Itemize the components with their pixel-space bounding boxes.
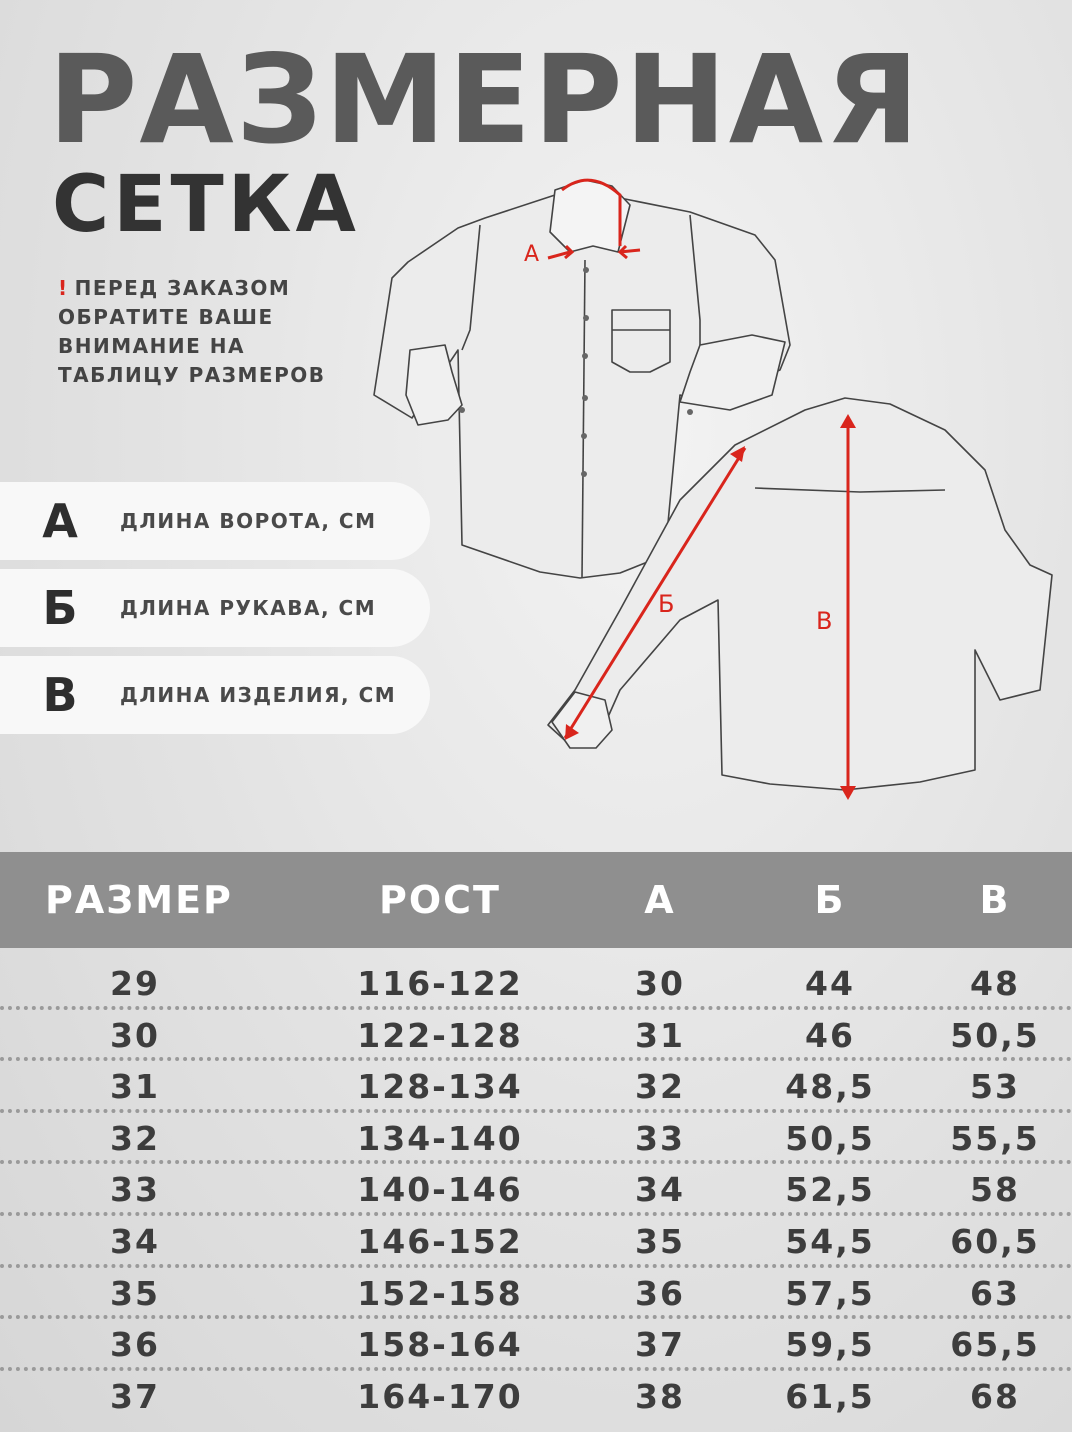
size-table-body (0, 958, 1072, 1422)
cell-height: 158-164 (357, 1325, 523, 1365)
cell-b: 54,5 (785, 1221, 875, 1261)
cell-v: 60,5 (950, 1221, 1040, 1261)
cell-height: 128-134 (357, 1067, 523, 1107)
cell-b: 50,5 (785, 1118, 875, 1158)
page-title: РАЗМЕРНАЯ (48, 29, 922, 171)
cell-size: 33 (110, 1170, 160, 1210)
table-row (0, 958, 1072, 1010)
legend-letter: А (42, 494, 78, 548)
diagram-label-a: А (524, 242, 540, 267)
header-a: А (644, 878, 676, 922)
table-row (0, 1268, 1072, 1320)
cell-v: 50,5 (950, 1015, 1040, 1055)
cell-size: 30 (110, 1015, 160, 1055)
cell-height: 152-158 (357, 1273, 523, 1313)
cell-a: 36 (635, 1273, 685, 1313)
cell-a: 31 (635, 1015, 685, 1055)
cell-a: 32 (635, 1067, 685, 1107)
table-row (0, 1371, 1072, 1423)
legend-desc: ДЛИНА РУКАВА, СМ (120, 596, 377, 620)
cell-height: 164-170 (357, 1376, 523, 1416)
length-arrow-bottom (840, 786, 856, 800)
table-row (0, 1319, 1072, 1371)
legend-letter: Б (42, 581, 78, 635)
cell-a: 35 (635, 1221, 685, 1261)
order-note-text: ПЕРЕД ЗАКАЗОМ ОБРАТИТЕ ВАШЕ ВНИМАНИЕ НА ТАБЛИЦУ РАЗМЕРОВ (58, 276, 326, 387)
cell-height: 146-152 (357, 1221, 523, 1261)
header-b: Б (814, 878, 846, 922)
legend-desc: ДЛИНА ИЗДЕЛИЯ, СМ (120, 683, 397, 707)
cell-size: 31 (110, 1067, 160, 1107)
table-row (0, 1061, 1072, 1113)
cell-b: 59,5 (785, 1325, 875, 1365)
front-collar (550, 180, 630, 252)
diagram-label-v: В (816, 607, 833, 635)
table-row (0, 1113, 1072, 1165)
cell-size: 29 (110, 964, 160, 1003)
cell-size: 35 (110, 1273, 160, 1313)
cell-b: 61,5 (785, 1376, 875, 1416)
cell-b: 57,5 (785, 1273, 875, 1313)
cell-a: 37 (635, 1325, 685, 1365)
legend-desc: ДЛИНА ВОРОТА, СМ (120, 509, 377, 533)
cell-v: 48 (970, 964, 1020, 1003)
cell-height: 116-122 (357, 964, 523, 1003)
diagram-label-b: Б (658, 590, 675, 618)
cell-v: 53 (970, 1067, 1020, 1107)
cell-b: 52,5 (785, 1170, 875, 1210)
cell-a: 33 (635, 1118, 685, 1158)
header-size: РАЗМЕР (45, 878, 233, 922)
legend-letter: В (42, 668, 78, 722)
header-height: РОСТ (379, 878, 501, 922)
cell-v: 58 (970, 1170, 1020, 1210)
cell-v: 68 (970, 1376, 1020, 1416)
cell-height: 122-128 (357, 1015, 523, 1055)
cell-b: 46 (805, 1015, 855, 1055)
cell-size: 37 (110, 1376, 160, 1416)
cell-v: 63 (970, 1273, 1020, 1313)
order-note (58, 274, 348, 390)
cell-a: 38 (635, 1376, 685, 1416)
table-row (0, 1010, 1072, 1062)
cell-height: 134-140 (357, 1118, 523, 1158)
table-row (0, 1216, 1072, 1268)
warning-mark: ! (58, 276, 69, 300)
cell-a: 34 (635, 1170, 685, 1210)
cell-b: 48,5 (785, 1067, 875, 1107)
page-subtitle: СЕТКА (52, 160, 360, 250)
cell-b: 44 (805, 964, 855, 1003)
back-cuff (552, 692, 612, 748)
cell-size: 36 (110, 1325, 160, 1365)
cell-a: 30 (635, 964, 685, 1003)
cell-size: 32 (110, 1118, 160, 1158)
cell-v: 55,5 (950, 1118, 1040, 1158)
table-header (0, 852, 1072, 948)
cell-v: 65,5 (950, 1325, 1040, 1365)
table-row (0, 1164, 1072, 1216)
cell-height: 140-146 (357, 1170, 523, 1210)
shirt-diagram (360, 170, 1072, 830)
header-v: В (979, 878, 1011, 922)
cell-size: 34 (110, 1221, 160, 1261)
